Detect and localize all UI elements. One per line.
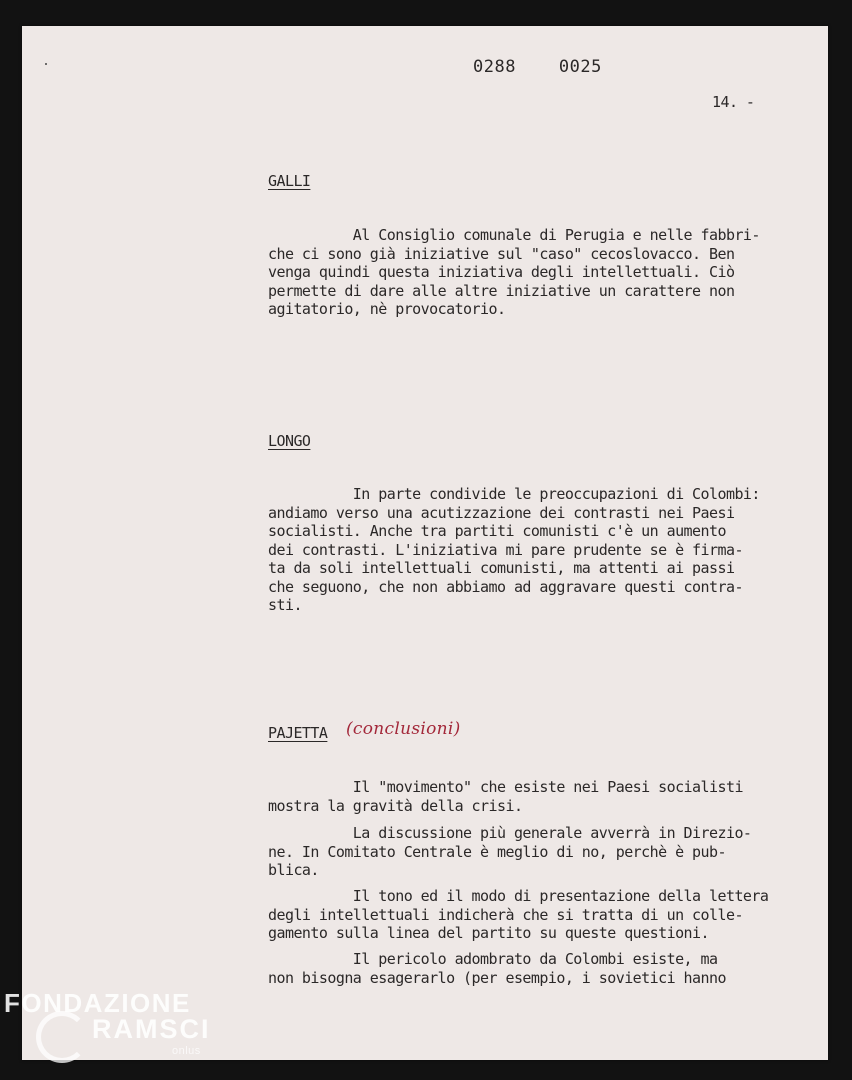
- watermark-line2: RAMSCI: [92, 1014, 211, 1044]
- watermark-line3: onlus: [172, 1045, 201, 1057]
- scan-speck: [45, 63, 47, 65]
- paragraph: [268, 824, 828, 880]
- text-line: andiamo verso una acutizzazione dei contrasti nei Paesi: [268, 503, 735, 522]
- text-line: che seguono, che non abbiamo ad aggravare questi contra-: [268, 577, 743, 596]
- paragraph: [268, 485, 828, 615]
- paragraph: [268, 887, 828, 943]
- speaker-heading: LONGO: [268, 432, 311, 450]
- text-line: Al Consiglio comunale di Perugia e nelle fabbri-: [268, 226, 760, 244]
- text-line: Il tono ed il modo di presentazione della lettera: [268, 887, 769, 905]
- handwritten-annotation: (conclusioni): [346, 719, 461, 739]
- speaker-heading: PAJETTA: [268, 724, 328, 742]
- text-line: venga quindi questa iniziativa degli intellettuali. Ciò: [268, 263, 735, 281]
- text-line: La discussione più generale avverrà in Direzio-: [268, 824, 752, 842]
- text-line: non bisogna esagerarlo (per esempio, i sovietici hanno: [268, 968, 726, 987]
- paragraph: [268, 226, 828, 319]
- text-line: socialisti. Anche tra partiti comunisti c'è un aumento: [268, 522, 726, 540]
- text-line: mostra la gravità della crisi.: [268, 796, 523, 815]
- paragraph: [268, 950, 828, 987]
- text-line: blica.: [268, 861, 319, 879]
- watermark-line1: FONDAZIONE: [4, 988, 191, 1018]
- archive-code: 0288 0025: [473, 57, 602, 77]
- text-line: ne. In Comitato Centrale è meglio di no, perchè è pub-: [268, 842, 726, 861]
- paragraph: [268, 778, 828, 815]
- text-line: degli intellettuali indicherà che si tratta di un colle-: [268, 905, 743, 924]
- text-line: Il pericolo adombrato da Colombi esiste, ma: [268, 950, 718, 968]
- text-line: dei contrasti. L'iniziativa mi pare prudente se è firma-: [268, 540, 743, 559]
- text-line: ta da soli intellettuali comunisti, ma attenti ai passi: [268, 559, 735, 577]
- text-line: sti.: [268, 596, 302, 614]
- page-number: 14. -: [712, 93, 755, 111]
- text-line: gamento sulla linea del partito su queste questioni.: [268, 924, 710, 942]
- text-line: che ci sono già iniziative sul "caso" cecoslovacco. Ben: [268, 244, 735, 263]
- text-line: Il "movimento" che esiste nei Paesi socialisti: [268, 778, 743, 796]
- text-line: agitatorio, nè provocatorio.: [268, 300, 506, 318]
- speaker-heading: GALLI: [268, 172, 311, 190]
- text-line: In parte condivide le preoccupazioni di Colombi:: [268, 485, 760, 503]
- text-line: permette di dare alle altre iniziative un carattere non: [268, 281, 735, 300]
